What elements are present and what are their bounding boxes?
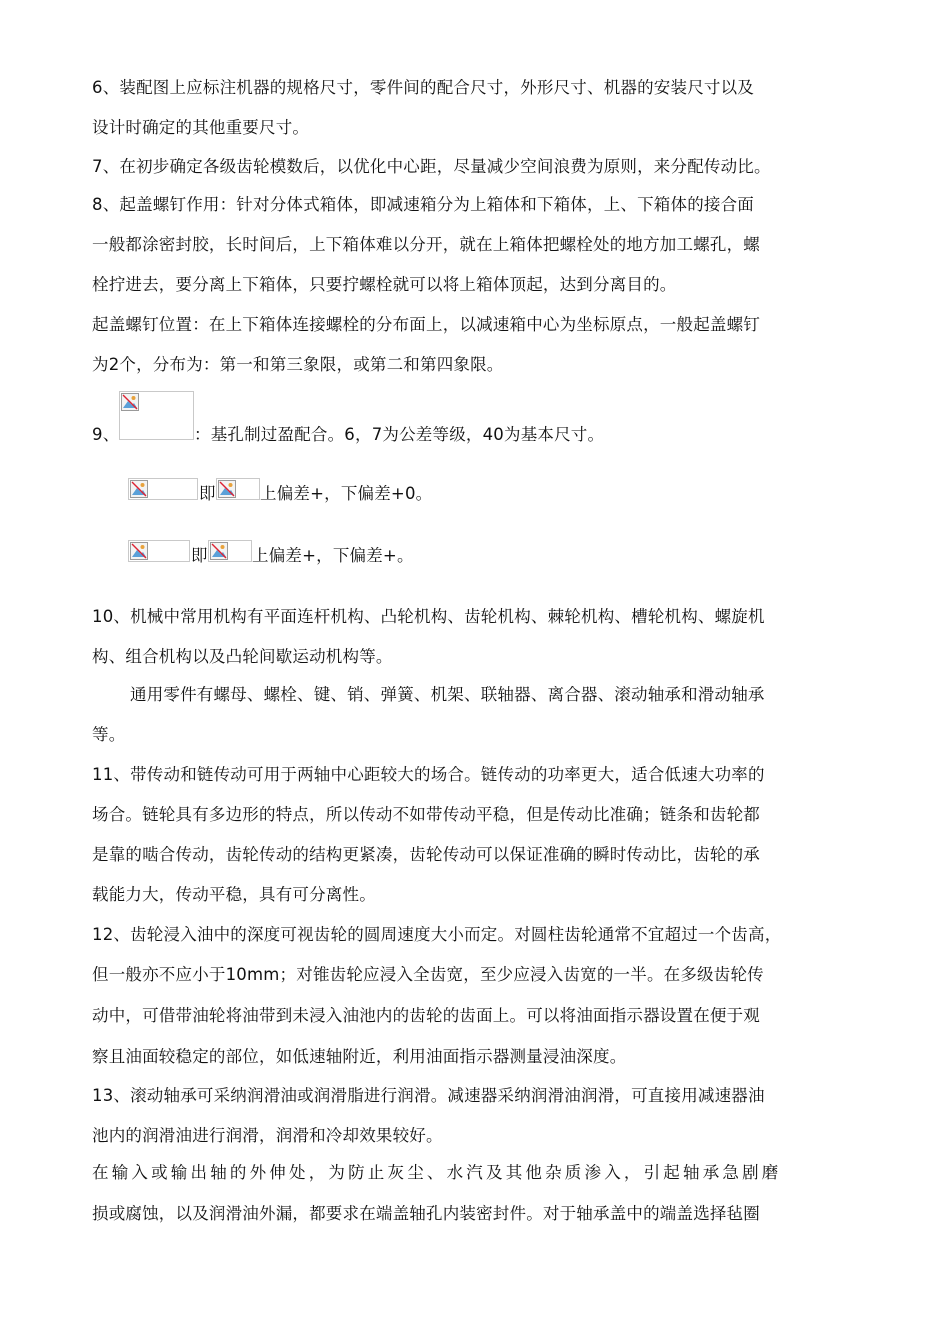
- text-line: 动中，可借带油轮将油带到未浸入油池内的齿轮的齿面上。可以将油面指示器设置在便于观: [92, 1006, 760, 1025]
- text-line: 等。: [92, 725, 126, 744]
- equivalence-word: 即: [199, 484, 216, 503]
- formula-image: [216, 478, 260, 500]
- text-line: 通用零件有螺母、螺栓、键、销、弹簧、机架、联轴器、离合器、滚动轴承和滑动轴承: [130, 685, 765, 704]
- text-line: 10、机械中常用机构有平面连杆机构、凸轮机构、齿轮机构、棘轮机构、槽轮机构、螺旋机: [92, 607, 765, 626]
- text-line: 场合。链轮具有多边形的特点，所以传动不如带传动平稳，但是传动比准确；链条和齿轮都: [92, 805, 760, 824]
- text-line: 载能力大，传动平稳，具有可分离性。: [92, 885, 376, 904]
- formula-image: [128, 478, 198, 500]
- text-line: 但一般亦不应小于10mm；对锥齿轮应浸入全齿宽，至少应浸入齿宽的一半。在多级齿轮传: [92, 965, 764, 984]
- text-line: 一般都涂密封胶，长时间后，上下箱体难以分开，就在上箱体把螺栓处的地方加工螺孔，螺: [92, 235, 760, 254]
- text-line: 7、在初步确定各级齿轮模数后，以优化中心距，尽量减少空间浪费为原则，来分配传动比。: [92, 157, 771, 176]
- text-line: 在输入或输出轴的外伸处，为防止灰尘、水汽及其他杂质渗入，引起轴承急剧磨: [92, 1163, 782, 1182]
- text-line: 是靠的啮合传动，齿轮传动的结构更紧凑，齿轮传动可以保证准确的瞬时传动比，齿轮的承: [92, 845, 760, 864]
- broken-image-icon: [210, 542, 228, 560]
- item-9-text: ：基孔制过盈配合。6，7为公差等级，40为基本尺寸。: [194, 425, 605, 444]
- formula-image: [208, 540, 252, 562]
- broken-image-icon: [130, 480, 148, 498]
- text-line: 6、装配图上应标注机器的规格尺寸，零件间的配合尺寸，外形尺寸、机器的安装尺寸以及: [92, 78, 754, 97]
- broken-image-icon: [130, 542, 148, 560]
- text-line: 11、带传动和链传动可用于两轴中心距较大的场合。链传动的功率更大，适合低速大功率的: [92, 765, 765, 784]
- text-line: 察且油面较稳定的部位，如低速轴附近，利用油面指示器测量浸油深度。: [92, 1047, 627, 1066]
- text-line: 起盖螺钉位置：在上下箱体连接螺栓的分布面上，以减速箱中心为坐标原点，一般起盖螺钉: [92, 315, 760, 334]
- text-line: 为2个，分布为：第一和第三象限，或第二和第四象限。: [92, 355, 504, 374]
- broken-image-icon: [218, 480, 236, 498]
- equivalence-word: 即: [191, 546, 208, 565]
- deviation-text: 上偏差+，下偏差+。: [252, 546, 414, 565]
- item-9-prefix: 9、: [92, 425, 120, 444]
- text-line: 8、起盖螺钉作用：针对分体式箱体，即减速箱分为上箱体和下箱体，上、下箱体的接合面: [92, 195, 754, 214]
- text-line: 池内的润滑油进行润滑，润滑和冷却效果较好。: [92, 1126, 443, 1145]
- formula-image: [119, 391, 194, 440]
- text-line: 13、滚动轴承可采纳润滑油或润滑脂进行润滑。减速器采纳润滑油润滑，可直接用减速器油: [92, 1086, 765, 1105]
- deviation-text: 上偏差+，下偏差+0。: [260, 484, 433, 503]
- text-line: 损或腐蚀，以及润滑油外漏，都要求在端盖轴孔内装密封件。对于轴承盖中的端盖选择毡圈: [92, 1204, 760, 1223]
- text-line: 设计时确定的其他重要尺寸。: [92, 118, 310, 137]
- broken-image-icon: [121, 393, 139, 411]
- formula-image: [128, 540, 190, 562]
- text-line: 12、齿轮浸入油中的深度可视齿轮的圆周速度大小而定。对圆柱齿轮通常不宜超过一个齿高，: [92, 925, 782, 944]
- text-line: 栓拧进去，要分离上下箱体，只要拧螺栓就可以将上箱体顶起，达到分离目的。: [92, 275, 677, 294]
- text-line: 构、组合机构以及凸轮间歇运动机构等。: [92, 647, 393, 666]
